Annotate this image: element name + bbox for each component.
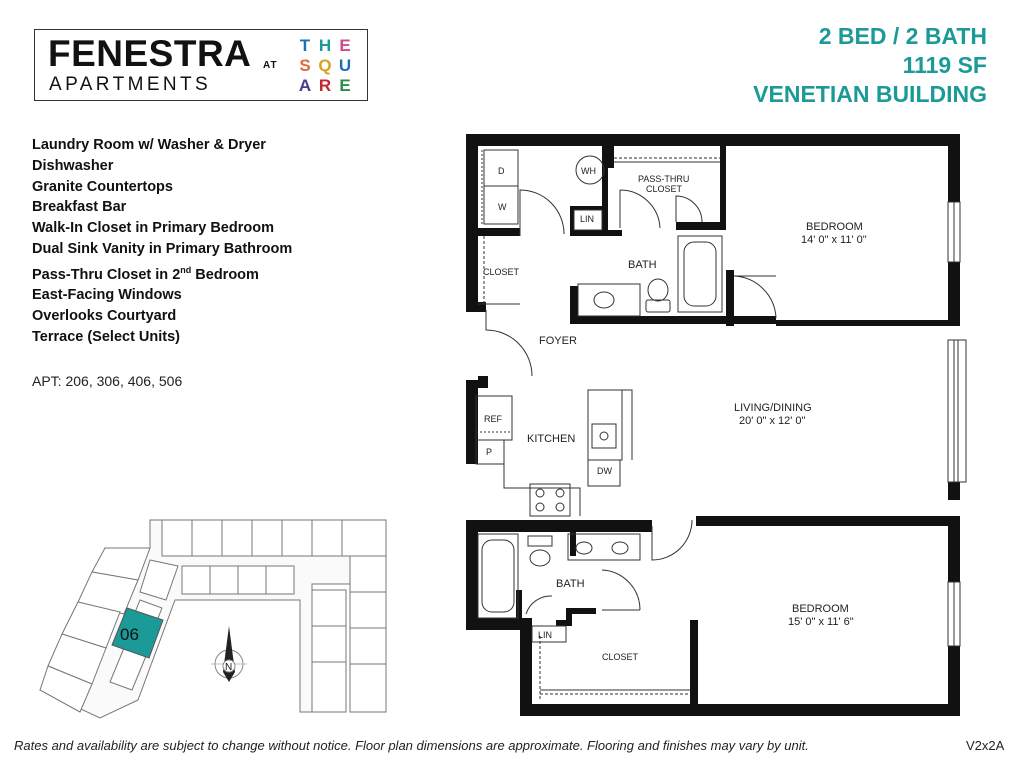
unit-type: 2 BED / 2 BATH [818, 23, 987, 49]
label-linen-top: LIN [580, 214, 595, 224]
feature-item: Granite Countertops [32, 178, 173, 195]
key-unit [350, 664, 386, 712]
logo-subtitle: APARTMENTS [49, 74, 212, 95]
key-unit [312, 520, 342, 556]
logo-square-letter: Q [318, 56, 336, 75]
label-washer: W [498, 202, 507, 212]
key-unit [266, 566, 294, 594]
north-label: N [225, 662, 233, 673]
key-unit [282, 520, 312, 556]
feature-ordinal: nd [180, 264, 192, 275]
key-unit [222, 520, 252, 556]
logo-square-letter: R [318, 76, 336, 95]
label-closet-left: CLOSET [483, 267, 520, 277]
plan-version: V2x2A [966, 738, 1005, 753]
label-bedroom-bottom: BEDROOM [792, 603, 849, 615]
key-unit [350, 556, 386, 592]
label-pass-thru-closet: CLOSET [646, 184, 683, 194]
building-name: VENETIAN BUILDING [753, 81, 987, 107]
feature-tail: Bedroom [191, 266, 259, 283]
key-unit [192, 520, 222, 556]
logo-square-letter: E [339, 36, 355, 55]
feature-item: Overlooks Courtyard [32, 308, 177, 325]
feature-text: Pass-Thru Closet in 2 [32, 266, 181, 283]
key-unit [182, 566, 210, 594]
feature-item: East-Facing Windows [32, 287, 182, 304]
key-unit [350, 592, 386, 628]
logo-at: AT [263, 60, 278, 71]
key-unit [312, 590, 346, 626]
key-unit [312, 662, 346, 712]
label-linen-bottom: LIN [538, 630, 553, 640]
north-compass-icon [211, 626, 247, 682]
logo-square-letter: T [299, 36, 315, 55]
key-unit [252, 520, 282, 556]
feature-item: Dishwasher [32, 157, 114, 174]
key-unit [312, 626, 346, 662]
label-living-dim: 20' 0" x 12' 0" [739, 415, 806, 427]
feature-item: Walk-In Closet in Primary Bedroom [32, 220, 274, 237]
door-swings [486, 190, 776, 614]
apartment-numbers: APT: 206, 306, 406, 506 [32, 373, 183, 389]
label-dryer: D [498, 166, 505, 176]
key-unit [162, 520, 192, 556]
exterior-walls [466, 134, 960, 716]
feature-item: Dual Sink Vanity in Primary Bathroom [32, 240, 293, 257]
label-bath-top: BATH [628, 259, 657, 271]
label-kitchen: KITCHEN [527, 433, 576, 445]
label-bedroom-top: BEDROOM [806, 221, 863, 233]
key-plan [40, 520, 386, 718]
label-dishwasher: DW [597, 466, 612, 476]
label-bath-bottom: BATH [556, 578, 585, 590]
logo-square-letter: U [338, 56, 356, 75]
feature-item: Terrace (Select Units) [32, 329, 181, 345]
logo-square-letter: A [298, 76, 316, 95]
label-closet-bottom: CLOSET [602, 652, 639, 662]
unit-area: 1119 SF [902, 52, 987, 78]
key-unit [210, 566, 238, 594]
label-foyer: FOYER [539, 335, 577, 347]
room-labels [483, 166, 867, 662]
disclaimer: Rates and availability are subject to change without notice. Floor plan dimensions are approximate. Flooring and finishes may vary by unit. [14, 738, 809, 753]
label-refrigerator: REF [484, 414, 502, 424]
feature-item: Breakfast Bar [32, 199, 127, 216]
logo-square-letter: H [318, 36, 336, 55]
label-pass-thru: PASS-THRU [638, 174, 690, 184]
key-unit [238, 566, 266, 594]
key-unit-label: 06 [120, 625, 139, 644]
label-water-heater: WH [581, 166, 596, 176]
feature-item: Laundry Room w/ Washer & Dryer [32, 137, 266, 153]
logo-square-letter: E [339, 76, 355, 95]
label-living-dining: LIVING/DINING [734, 402, 812, 414]
key-unit [350, 628, 386, 664]
label-bedroom-bottom-dim: 15' 0" x 11' 6" [788, 616, 854, 628]
label-bedroom-top-dim: 14' 0" x 11' 0" [801, 234, 867, 246]
label-pantry: P [486, 447, 493, 457]
logo-wordmark: FENESTRA [48, 33, 252, 74]
key-unit [342, 520, 386, 556]
logo-square-letter: S [299, 56, 315, 75]
